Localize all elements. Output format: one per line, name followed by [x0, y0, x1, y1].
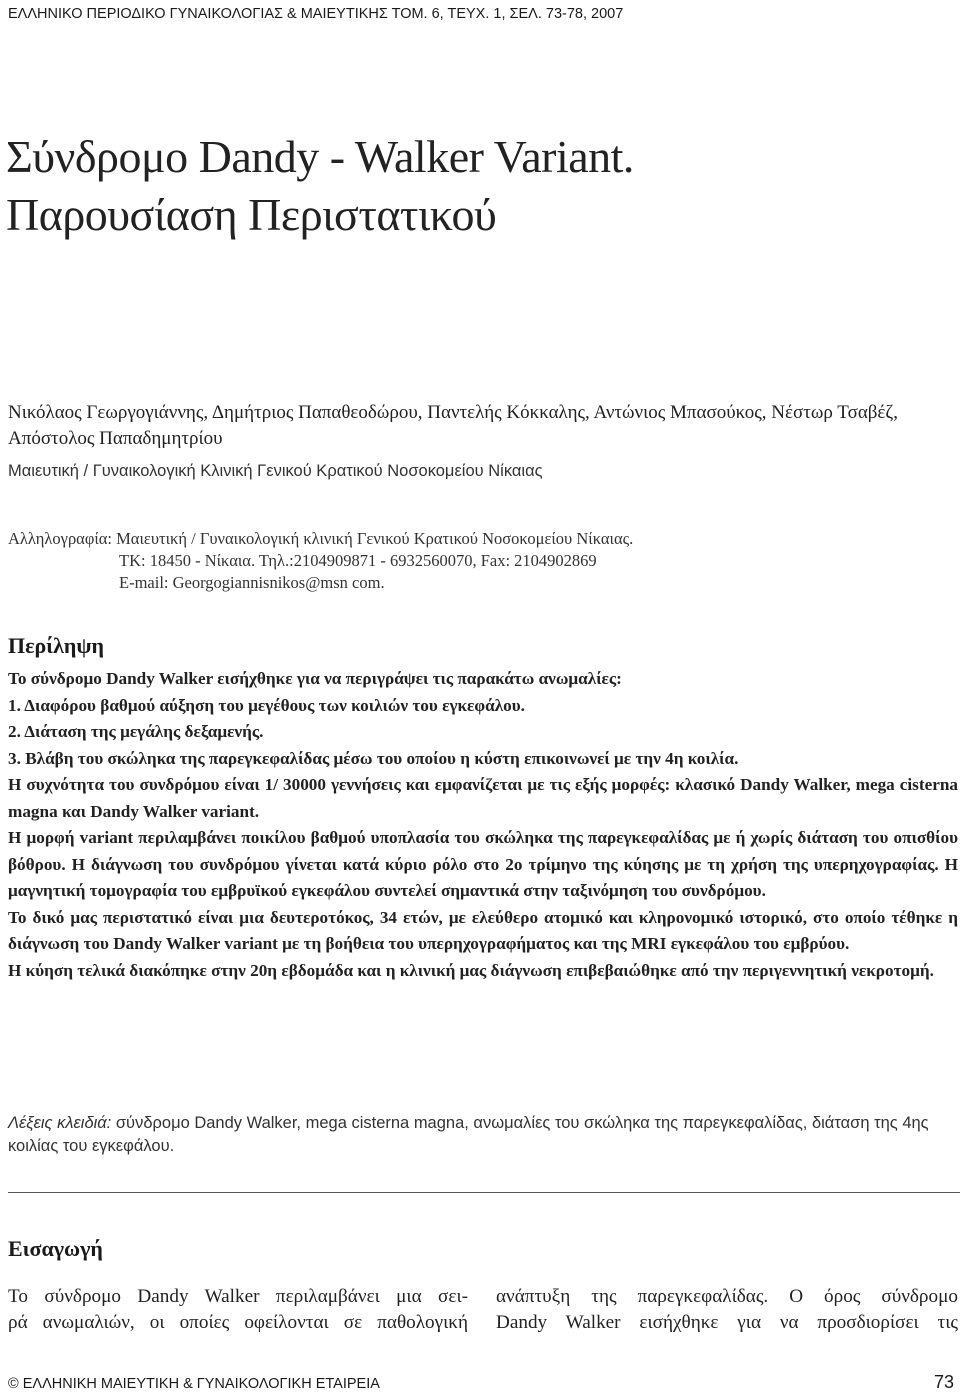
article-title	[6, 128, 634, 244]
running-head: ΕΛΛΗΝΙΚΟ ΠΕΡΙΟΔΙΚΟ ΓΥΝΑΙΚΟΛΟΓΙΑΣ & ΜΑΙΕΥΤΙΚΗΣ ΤΟΜ. 6, ΤΕΥΧ. 1, ΣΕΛ. 73-78, 2007	[8, 6, 624, 22]
page-number: 73	[933, 1372, 954, 1392]
keywords-label: Λέξεις κλειδιά:	[8, 1114, 112, 1132]
title-line-2: Παρουσίαση Περιστατικού	[6, 189, 497, 240]
body-line: ρά ανωμαλιών, οι οποίες οφείλονται σε παθολογική	[8, 1312, 468, 1333]
abstract-paragraph: 1. Διαφόρου βαθμού αύξηση του μεγέθους των κοιλιών του εγκεφάλου.	[8, 695, 525, 715]
abstract-paragraph: Η μορφή variant περιλαμβάνει ποικίλου βαθμού υποπλασία του σκώληκα της παρεγκεφαλίδας με ή χωρίς διάταση του οπισθίου βόθρου. Η διάγνωση του συνδρόμου γίνεται κατά κύριο ρόλο στο 2ο τρίμηνο της κύησης με τη χρήση της υπερηχογραφίας. Η μαγνητική τομογραφία του εμβρυϊκού εγκεφάλου συντελεί σημαντικά στην ταξινόμηση του συνδρόμου.	[8, 828, 958, 900]
abstract-heading: Περίληψη	[8, 633, 105, 658]
abstract-paragraph: 3. Βλάβη του σκώληκα της παρεγκεφαλίδας μέσω του οποίου η κύστη επικοινωνεί με την 4η κοιλία.	[8, 748, 739, 768]
keywords-text: σύνδρομο Dandy Walker, mega cisterna magna, ανωμαλίες του σκώληκα της παρεγκεφαλίδας, διάταση της 4ης κοιλίας του εγκεφάλου.	[8, 1114, 929, 1155]
correspondence-phone: ΤΚ: 18450 - Νίκαια. Τηλ.:2104909871 - 6932560070, Fax: 2104902869	[119, 551, 597, 570]
correspondence-block	[8, 528, 633, 594]
keywords	[8, 1112, 958, 1158]
affiliation: Μαιευτική / Γυναικολογική Κλινική Γενικού Κρατικού Νοσοκομείου Νίκαιας	[8, 462, 543, 480]
abstract-paragraph: Η κύηση τελικά διακόπηκε στην 20η εβδομάδα και η κλινική μας διάγνωση επιβεβαιώθηκε από την περιγεννητική νεκροτομή.	[8, 960, 934, 980]
body-line: Dandy Walker εισήχθηκε για να προσδιορίσει τις	[496, 1312, 958, 1333]
title-line-1: Σύνδρομο Dandy - Walker Variant.	[6, 131, 634, 182]
abstract-paragraph: Η συχνότητα του συνδρόμου είναι 1/ 30000 γεννήσεις και εμφανίζεται με τις εξής μορφές: κλασικό Dandy Walker, mega cisterna magna και Dandy Walker variant.	[8, 775, 958, 821]
footer-society: © ΕΛΛΗΝΙΚΗ ΜΑΙΕΥΤΙΚΗ & ΓΥΝΑΙΚΟΛΟΓΙΚΗ ΕΤΑΙΡΕΙΑ	[8, 1376, 380, 1392]
body-line: ανάπτυξη της παρεγκεφαλίδας. Ο όρος σύνδρομο	[496, 1286, 958, 1307]
abstract-body	[8, 666, 958, 984]
correspondence-address: Αλληλογραφία: Μαιευτική / Γυναικολογική κλινική Γενικού Κρατικού Νοσοκομείου Νίκαιας.	[8, 529, 634, 548]
correspondence-email: E-mail: Georgogiannisnikos@msn com.	[119, 573, 385, 592]
introduction-right-column	[496, 1284, 958, 1336]
introduction-heading: Εισαγωγή	[8, 1236, 103, 1261]
abstract-paragraph: Το δικό μας περιστατικό είναι μια δευτεροτόκος, 34 ετών, με ελεύθερο ατομικό και κληρονομικό ιστορικό, στο οποίο τέθηκε η διάγνωση του Dandy Walker variant με τη βοήθεια του υπερηχογραφήματος και της MRI εγκεφάλου του εμβρύου.	[8, 907, 958, 953]
section-divider	[8, 1192, 960, 1193]
abstract-paragraph: 2. Διάταση της μεγάλης δεξαμενής.	[8, 722, 264, 741]
body-line: Το σύνδρομο Dandy Walker περιλαμβάνει μια σει-	[8, 1286, 468, 1307]
abstract-paragraph: Το σύνδρομο Dandy Walker εισήχθηκε για να περιγράψει τις παρακάτω ανωμαλίες:	[8, 669, 622, 688]
introduction-left-column	[8, 1284, 468, 1336]
author-list: Νικόλαος Γεωργογιάννης, Δημήτριος Παπαθεοδώρου, Παντελής Κόκκαλης, Αντώνιος Μπασούκος, Νέστωρ Τσαβέζ, Απόστολος Παπαδημητρίου	[8, 402, 899, 449]
